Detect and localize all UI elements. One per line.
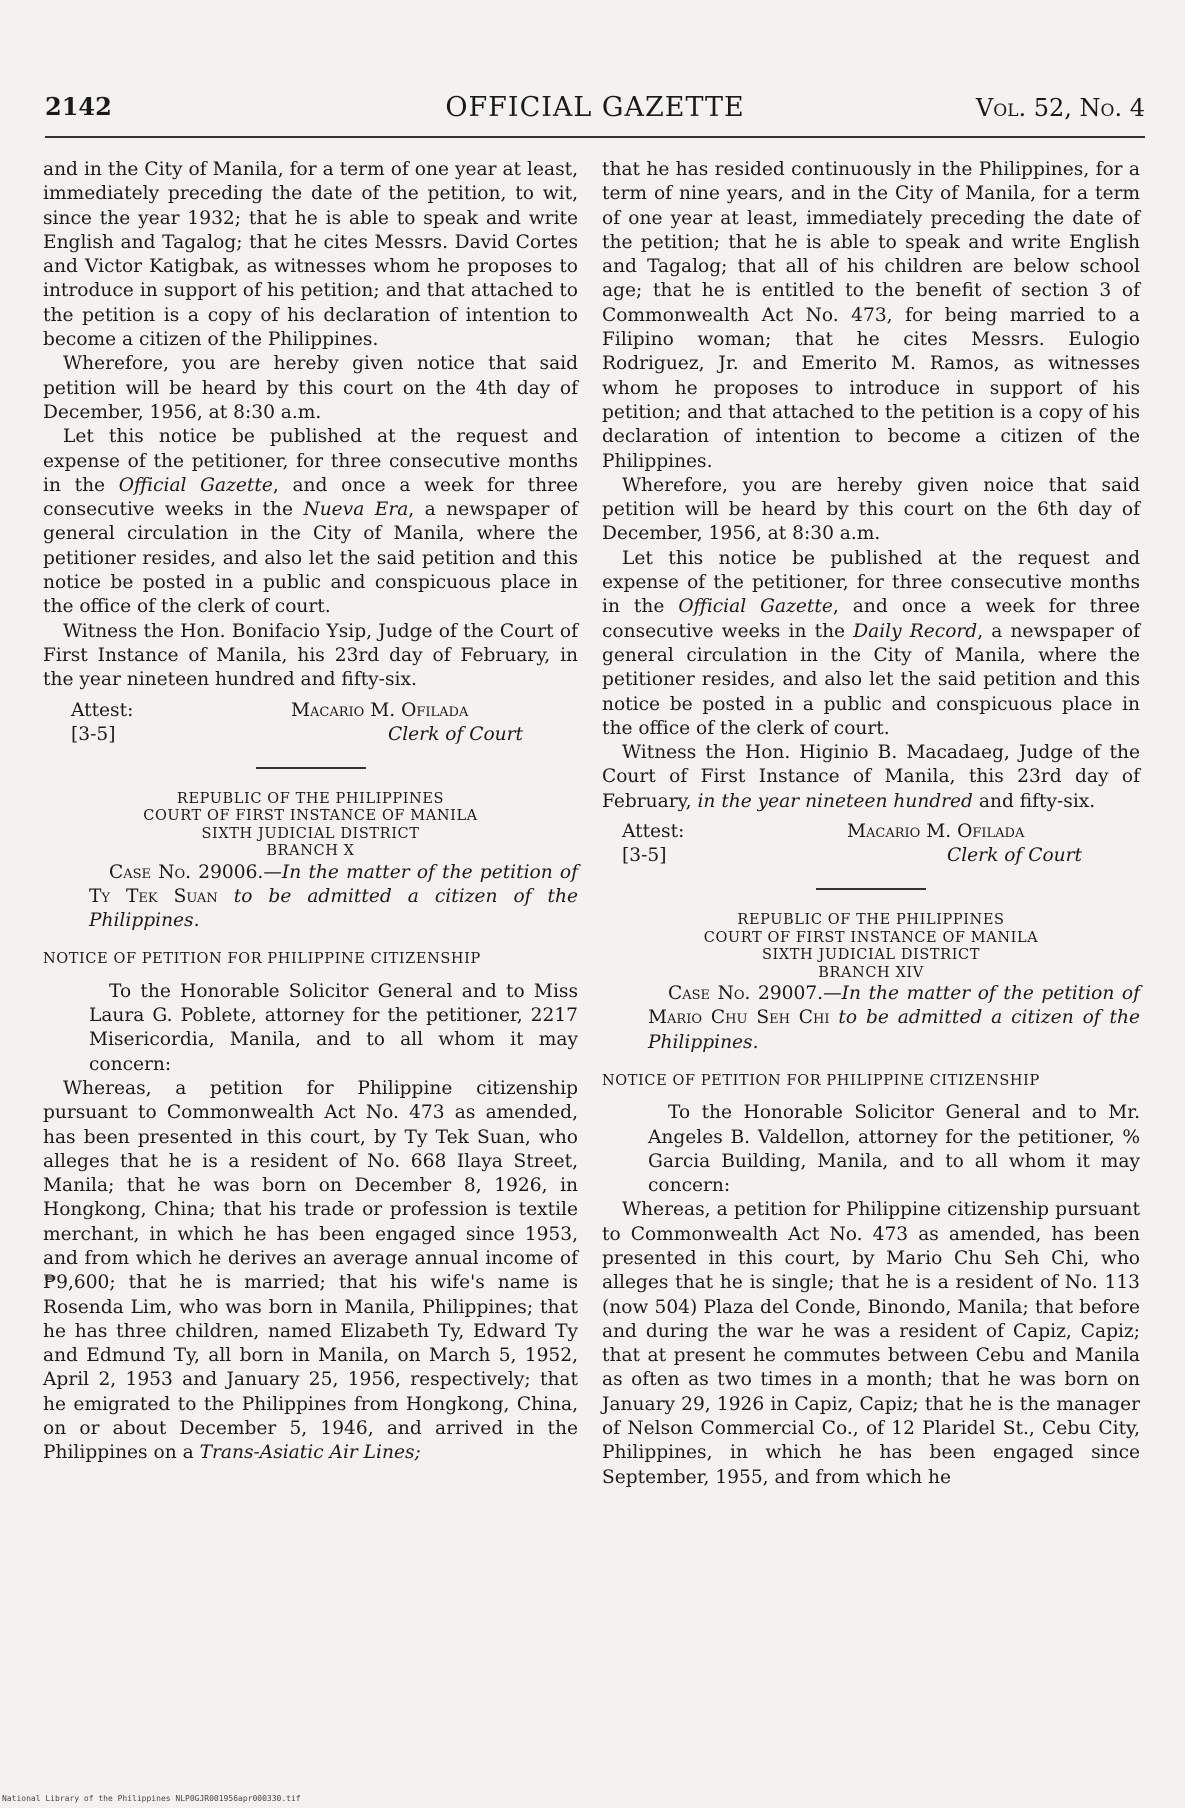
section-divider — [816, 888, 926, 890]
notice-heading: NOTICE OF PETITION FOR PHILIPPINE CITIZENSHIP — [43, 951, 481, 968]
page-number: 2142 — [45, 92, 112, 121]
volume-number: Vol. 52, No. 4 — [975, 94, 1145, 122]
court-heading: REPUBLIC OF THE PHILIPPINES COURT OF FIRST INSTANCE OF MANILA SIXTH JUDICIAL DISTRICT BRANCH X — [143, 790, 478, 860]
attest-ref: [3-5] — [71, 723, 116, 745]
right-paragraph-2: Wherefore, you are hereby given noice that said petition will be heard by this court on the 6th day of December, 1956, at 8:30 a.m. — [602, 474, 1140, 545]
scan-footer: National Library of the Philippines NLP0GJR001956apr000330.tif — [2, 1794, 301, 1803]
court-heading: REPUBLIC OF THE PHILIPPINES COURT OF FIRST INSTANCE OF MANILA SIXTH JUDICIAL DISTRICT BRANCH XIV — [703, 912, 1039, 981]
attest-ref: [3-5] — [622, 845, 667, 867]
attest-label: Attest: — [71, 699, 134, 721]
left-paragraph-1: and in the City of Manila, for a term of one year at least, immediately preceding the date of the petition, to wit, since the year 1932; that he is able to speak and write English and Tagalog; that he cites Messrs. David Cortes and Victor Katigbak, as witnesses whom he proposes to introduce in support of his petition; and that attached to the petition is a copy of his declaration of intention to become a citizen of the Philippines. — [43, 159, 578, 351]
right-paragraph-3: Let this notice be published at the request and expense of the petitioner, for three consecutive months in the Official Gazette, and once a week for three consecutive weeks in the Daily Record, a newspaper of general circulation in the City of Manila, where the petitioner resides, and also let the said petition and this notice be posted in a public and conspicuous place in the office of the clerk of court. — [602, 547, 1140, 739]
case-title: Case No. 29007.—In the matter of the petition of Mario Chu Seh Chi to be admitted a citizen of the Philippines. — [648, 983, 1141, 1053]
left-paragraph-3: Let this notice be published at the request and expense of the petitioner, for three consecutive months in the Official Gazette, and once a week for three consecutive weeks in the Nueva Era, a newspaper of general circulation in the City of Manila, where the petitioner resides, and also let the said petition and this notice be posted in a public and conspicuous place in the office of the clerk of court. — [43, 426, 578, 618]
left-attestation — [43, 699, 578, 749]
clerk-role: Clerk of Court — [388, 723, 523, 745]
right-paragraph-1: that he has resided continuously in the Philippines, for a term of nine years, and in the City of Manila, for a term of one year at least, immediately preceding the date of the petition; that he is able to speak and write English and Tagalog; that all of his children are below school age; that he is entitled to the benefit of section 3 of Commonwealth Act No. 473, for being married to a Filipino woman; that he cites Messrs. Eulogio Rodriguez, Jr. and Emerito M. Ramos, as witnesses whom he proposes to introduce in support of his petition; and that attached to the petition is a copy of his declaration of intention to become a citizen of the Philippines. — [602, 159, 1140, 472]
section-divider — [256, 767, 366, 769]
notice-addressee: To the Honorable Solicitor General and to Miss Laura G. Poblete, attorney for the petitioner, 2217 Misericordia, Manila, and to all whom it may concern: — [89, 980, 578, 1075]
clerk-name: Macario M. Ofilada — [291, 699, 469, 721]
clerk-role: Clerk of Court — [947, 845, 1082, 867]
notice-heading: NOTICE OF PETITION FOR PHILIPPINE CITIZENSHIP — [602, 1072, 1040, 1089]
left-paragraph-4: Witness the Hon. Bonifacio Ysip, Judge of the Court of First Instance of Manila, his 23rd day of February, in the year nineteen hundred and fifty-six. — [43, 620, 578, 691]
left-column — [43, 158, 578, 1466]
case-title: Case No. 29006.—In the matter of the petition of Ty Tek Suan to be admitted a citizen of the Philippines. — [89, 861, 579, 932]
header-rule — [45, 136, 1145, 138]
whereas-paragraph: Whereas, a petition for Philippine citizenship pursuant to Commonwealth Act No. 473 as amended, has been presented in this court, by Mario Chu Seh Chi, who alleges that he is single; that he is a resident of No. 113 (now 504) Plaza del Conde, Binondo, Manila; that before and during the war he was a resident of Capiz, Capiz; that at present he commutes between Cebu and Manila as often as two times in a month; that he was born on January 29, 1926 in Capiz, Capiz; that he is the manager of Nelson Commercial Co., of 12 Plaridel St., Cebu City, Philippines, in which he has been engaged since September, 1955, and from which he — [602, 1199, 1140, 1488]
publication-title: OFFICIAL GAZETTE — [445, 92, 745, 123]
whereas-paragraph: Whereas, a petition for Philippine citizenship pursuant to Commonwealth Act No. 473 as amended, has been presented in this court, by Ty Tek Suan, who alleges that he is a resident of No. 668 Ilaya Street, Manila; that he was born on December 8, 1926, in Hongkong, China; that his trade or profession is textile merchant, in which he has been engaged since 1953, and from which he derives an average annual income of ₱9,600; that he is married; that his wife's name is Rosenda Lim, who was born in Manila, Philippines; that he has three children, named Elizabeth Ty, Edward Ty and Edmund Ty, all born in Manila, on March 5, 1952, April 2, 1953 and January 25, 1956, respectively; that he emigrated to the Philippines from Hongkong, China, on or about December 5, 1946, and arrived in the Philippines on a Trans-Asiatic Air Lines; — [43, 1077, 578, 1464]
left-paragraph-2: Wherefore, you are hereby given notice that said petition will be heard by this court on the 4th day of December, 1956, at 8:30 a.m. — [43, 353, 578, 423]
right-paragraph-4: Witness the Hon. Higinio B. Macadaeg, Judge of the Court of First Instance of Manila, this 23rd day of February, in the year nineteen hundred and fifty-six. — [602, 742, 1140, 812]
attest-label: Attest: — [622, 821, 685, 843]
notice-addressee: To the Honorable Solicitor General and to Mr. Angeles B. Valdellon, attorney for the petitioner, % Garcia Building, Manila, and to all whom it may concern: — [648, 1102, 1140, 1197]
right-attestation — [602, 820, 1140, 870]
page-header — [45, 88, 1145, 128]
clerk-name: Macario M. Ofilada — [847, 821, 1025, 843]
right-column — [602, 158, 1140, 1490]
